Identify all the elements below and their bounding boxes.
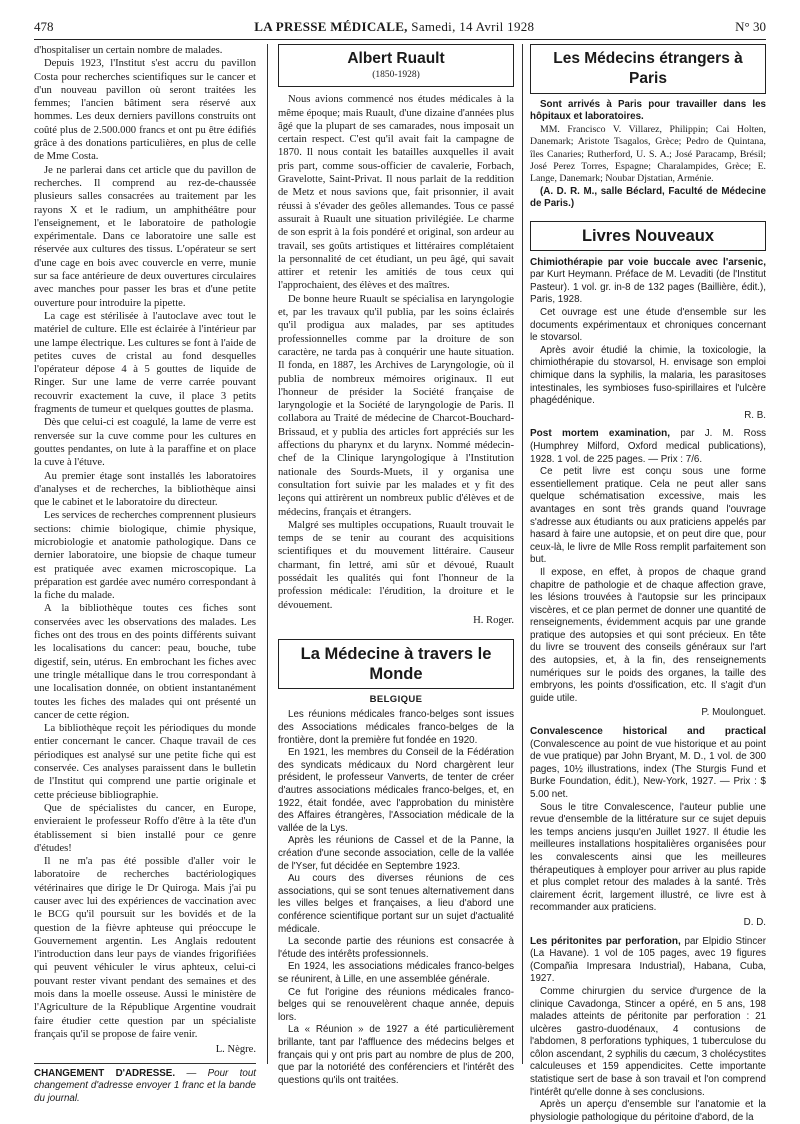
paragraph: Nous avions commencé nos études médicales à la même époque; mais Ruault, d'une dizaine d'années plus âgé que la plupart de ses camarades, nous imposait un certain respect. C'est qu'il avait fait la campagne de 1870. Il nous contait les batailles auxquelles il avait pris part, comme sous-officier de cavalerie, Forbach, Gravelotte, Saint-Privat. Il nous parlait de la reddition de Metz et nous savions que, fait prisonnier, il avait réussi à s'évader des geôles allemandes. Tous ce passé assurait à Ruault une situation privilégiée. Le charme de son esprit à la fois pondéré et original, son ardeur au travail, ses goûts artistiques et littéraires complétaient la personnalité de cet étudiant, un peu âgé, qui savait attirer et retenir les amitiés de tous ceux qui l'approchaient, des élèves et des maîtres. <box>278 94 514 292</box>
paragraph: Les services de recherches comprennent plusieurs sections: chimie biologique, chimie physique, microbiologie et anatomie pathologique. Dans ce dernier laboratoire, une biopsie de chaque tumeur est pratiquée avec examen microscopique. La préparation est gardée avec numéro correspondant à la fiche du malade. <box>34 510 256 602</box>
paragraph: Ce petit livre est conçu sous une forme essentiellement pratique. Cela ne peut aller sans quelque schématisation excessive, mais les avantages en sont très grands quand l'ouvrage s'adresse aux étudiants ou aux praticiens appelés par hasard à faire une autopsie, et on peut dire que, pour ceux-là, le livre de Mlle Ross remplit parfaitement son but. <box>530 466 766 566</box>
paragraph: Sous le titre Convalescence, l'auteur publie une revue d'ensemble de la littérature sur ce sujet depuis les temps anciens jusqu'en Juillet 1927. Il étudie les meilleures installations hospitalières organisées pour les convalescents ainsi que les meilleures thérapeutiques à employer pour arriver au plus rapide et plus complet retour des malades à la santé. Très clairement écrit, largement illustré, ce livre est à recommander aux praticiens. <box>530 801 766 914</box>
book-review <box>530 428 766 720</box>
reviewer-signature: P. Moulonguet. <box>701 707 766 719</box>
paragraph: La cage est stérilisée à l'autoclave avec tout le matériel de culture. Elle est éclairée à l'intérieur par une lampe électrique. Les cultures se font à l'aide de petites cuves de cristal au fond desquelles l'opérateur dépose 4 à 5 gouttes de liquide de Ringer. Sur une lame de verre carrée pouvant recouvrir exactement la cuve, il place 3 petits fragments de tumeur et quelques gouttes de plasma. <box>34 310 256 416</box>
running-title <box>254 19 534 35</box>
running-header <box>34 18 766 40</box>
paragraph: Sont arrivés à Paris pour travailler dans les hôpitaux et laboratoires. <box>530 99 766 123</box>
paragraph: De bonne heure Ruault se spécialisa en laryngologie et, par les travaux qu'il publia, par les soins éclairés qu'il prodigua aux malades, par ses aptitudes professionnelles comme par la droiture de son caractère, ne tarda pas à conquérir une haute situation. Il fonda, en 1887, les Archives de Laryngologie, où il publia de nombreux mémoires originaux. Il eut l'honneur de présider la Société française de laryngologie et la Société de laryngologie de Paris. Il collabora au Traité de médecine de Charcot-Bouchard-Brissaud, et y publia des articles fort appréciés sur les affections du pharynx et du larynx. Nommé médecin-chef de la Clinique laryngologique à l'Institution nationale des Sourds-Muets, il y organisa une consultation fort suivie par les malades et y fit des leçons qui attirèrent un nombreux public d'élèves et de médecins, français et étrangers. <box>278 293 514 518</box>
obituary-header-box <box>278 44 514 87</box>
divider <box>34 1063 256 1064</box>
book-meta: par J. M. Ross (Humphrey Milford, Oxford medical publications), 1928. 1 vol. de 225 pages. — Prix : 7/6. <box>530 428 767 465</box>
reviewer-signature: R. B. <box>744 409 766 421</box>
book-meta: (Convalescence au point de vue historique et au point de vue pratique) par John Bryant, M. D., 1 vol. de 300 pages, 10½ illustrations, index (The Sturgis Fund et Burke Foundation, édit.), New-York, 1927. — Prix : $ 5.00 net. <box>530 738 766 800</box>
issue-date: Samedi, 14 Avril 1928 <box>411 19 535 34</box>
book-entry <box>530 726 766 802</box>
paragraph: Il expose, en effet, à propos de chaque grand chapitre de pathologie et de chaque affection grave, les lésions trouvées à l'autopsie sur les principaux viscères, et ce plan permet de donner une quantité de renseignements, évidemment acquis par une grande pratique des autopsies et qui sont précieux. En tête du livre se trouvent des conseils généraux sur l'art des autopsies, et, à la fin, des renseignements numériques sur le poids des organes, la taille des embryons, les points d'ossification, etc. Il s'agit d'un guide utile. <box>530 566 766 704</box>
signature: H. Roger. <box>473 614 514 626</box>
book-title: Les péritonites par perforation, <box>530 935 681 947</box>
paragraph: Je ne parlerai dans cet article que du pavillon de recherches. Il comprend au rez-de-chaussée plusieurs salles consacrées au traitement par les rayons X et le radium, un amphithéâtre pour l'enseignement, et le laboratoire de pathologie expérimentale. Dans ce laboratoire une salle est réservée aux cultures des tissus. L'opérateur se sert d'une cage en bois avec couvercle en verre, munie sur sa face antérieure de deux ouvertures circulaires avec manches pour passer les bras et d'une petite ouverture pour introduire la pipette. <box>34 164 256 309</box>
paragraph: Dès que celui-ci est coagulé, la lame de verre est renversée sur la cuve comme pour les cultures en gouttes pendantes, on lute à la paraffine et on place la cuve à l'étuve. <box>34 417 256 469</box>
paragraph: Après avoir étudié la chimie, la toxicologie, la chimiothérapie du stovarsol, H. envisage son emploi chimique dans la syphilis, la malaria, les parasitoses intestinales, les symbioses fuso-spirillaires et l'ulcère phagédénique. <box>530 344 766 407</box>
column-left <box>34 44 256 1105</box>
book-review <box>530 257 766 423</box>
obituary-title: Albert Ruault <box>347 50 445 67</box>
book-entry <box>530 257 766 307</box>
book-review <box>530 936 766 1124</box>
foreign-doctors-header-box <box>530 44 766 94</box>
column-rule-1 <box>267 44 268 1064</box>
notice-text: — Pour tout changement d'adresse envoyer 1 franc et la bande du journal. <box>34 1067 256 1104</box>
section-header-box <box>278 639 514 689</box>
book-meta: par Kurt Heymann. Préface de M. Levaditi (de l'Institut Pasteur). 1 vol. gr. in-8 de 132 pages (Baillière, édit.), Paris, 1928. <box>530 269 766 306</box>
book-title: Convalescence historical and practical <box>530 726 766 738</box>
change-of-address-notice <box>34 1068 256 1106</box>
paragraph: La bibliothèque reçoit les périodiques du monde entier concernant le cancer. Chaque travail de ces périodiques est analysé sur une petite fiche qui est conservée. Ces analyses paraissent dans le bulletin de l'Institut qui comprend une partie originale et cette précieuse bibliographie. <box>34 723 256 801</box>
paragraph: d'hospitaliser un certain nombre de malades. <box>34 45 223 56</box>
book-meta: par Elpidio Stincer (La Havane). 1 vol de 105 pages, avec 19 figures (Compañia Impresara Industrial), Habana, Cuba, 1927. <box>530 935 766 985</box>
section-title: La Médecine à travers le Monde <box>300 645 492 684</box>
book-entry <box>530 428 766 466</box>
paragraph: Il ne m'a pas été possible d'aller voir le laboratoire de recherches bactériologiques vétérinaires que dirige le Dr Quiroga. Mais j'ai pu causer avec lui des expériences de vaccination avec le BCG qu'il poursuit sur les bovidés et de la question de la fièvre aphteuse qui préoccupe le Gouvernement argentin. Les Anglais redoutent l'introduction dans leur pays de viandes frigorifiées qui peuvent véhiculer le virus aphteux, celui-ci pouvant rester vivant pendant des semaines et des mois dans la moelle osseuse. Aussi le ministère de l'Agriculture de la République Argentine voudrait faire étudier cette question par un spécialiste français qu'il se propose de faire venir. <box>34 856 256 1040</box>
issue-number: N° 30 <box>735 19 766 34</box>
doctor-names: MM. Francisco V. Villarez, Philippin; Cai Holten, Danemark; Aristote Tsagalos, Grèce; Pedro de Quintana, îles Canaries; Rutherford, U. S. A.; José Paracamp, Brésil; José Perez Torres, Espagne; Charalampides, Grèce; E. Lange, Danemark; Noubar Djstatian, Arménie. <box>530 123 766 185</box>
paragraph: Depuis 1923, l'Institut s'est accru du pavillon Costa pour recherches scientifiques sur le cancer et d'un nouveau pavillon où seront traitées les femmes; l'ancien bâtiment sera réservé aux hommes. Les deux derniers pavillons construits ont coûté plus de 2.500.000 francs et ont pu être édifiés grâce à des donations particulières, en plus de celle de Mme Costa. <box>34 58 256 163</box>
paragraph: Cet ouvrage est une étude d'ensemble sur les documents expérimentaux et chroniques concernant le stovarsol. <box>530 307 766 344</box>
signature: L. Nègre. <box>215 1044 256 1056</box>
paragraph: Que de spécialistes du cancer, en Europe, envieraient le professeur Roffo d'être à la tête d'un établissement si bien installé pour ce genre d'études! <box>34 802 256 854</box>
paragraph: Comme chirurgien du service d'urgence de la clinique Cavadonga, Stincer a opéré, en 5 ans, 198 malades atteints de péritonite par perforation : 21 ulcères gastro-duodénaux, 4 contusions de l'abdomen, 8 perforations typhiques, 1 tuberculose du côlon ascendant, 2 syphilis du cæcum, 3 cholécystites calculeuses et 159 appendicites. Cette importante statistique sert de base à son travail et l'on comprend l'intérêt qu'elle donne à ses conclusions. <box>530 985 766 1098</box>
book-entry <box>530 936 766 986</box>
books-title: Livres Nouveaux <box>581 226 715 245</box>
books-header-box <box>530 221 766 251</box>
book-title: Chimiothérapie par voie buccale avec l'arsenic, <box>530 256 766 268</box>
paragraph: En 1924, les associations médicales franco-belges se réunirent, à Lille, en une assemblée générale. <box>278 961 514 985</box>
paragraph: La seconde partie des réunions est consacrée à l'étude des intérêts professionnels. <box>278 936 514 960</box>
foreign-doctors-title: Les Médecins étrangers à Paris <box>553 50 743 87</box>
page-number: 478 <box>34 19 54 34</box>
journal-name: LA PRESSE MÉDICALE, <box>254 19 408 34</box>
notice-title: CHANGEMENT D'ADRESSE. <box>34 1067 176 1079</box>
paragraph: Après les réunions de Cassel et de la Panne, la création d'une seconde association, celle de la vallée de l'Yser, fut décidée en Septembre 1923. <box>278 835 514 872</box>
address-note: (A. D. R. M., salle Béclard, Faculté de Médecine de Paris.) <box>530 185 766 210</box>
column-middle <box>278 44 514 1087</box>
section-subtitle: BELGIQUE <box>369 694 423 706</box>
book-title: Post mortem examination, <box>530 428 671 440</box>
column-rule-2 <box>522 44 523 1064</box>
column-right <box>530 44 766 1124</box>
paragraph: En 1921, les membres du Conseil de la Fédération des syndicats médicaux du Nord chargèrent leur président, le professeur Vanverts, de tenter de créer d'autres associations médicales franco-belges, et, en 1922, était fondée, avec l'approbation du ministère des Affaires étrangères, l'Association médicale de la vallée de la Lys. <box>278 747 514 834</box>
reviewer-signature: D. D. <box>743 916 766 928</box>
obituary-dates: (1850-1928) <box>372 70 420 80</box>
paragraph: Au cours des diverses réunions de ces associations, qui se sont tenues alternativement dans les villes belges et françaises, a lieu d'abord une conférence scientifique portant sur un sujet d'actualité médicale. <box>278 873 514 935</box>
paragraph: Après un aperçu d'ensemble sur l'anatomie et la physiologie pathologique du péritoine d'abord, de la <box>530 1099 766 1123</box>
paragraph: Malgré ses multiples occupations, Ruault trouvait le temps de se tenir au courant des acquisitions scientifiques et du mouvement littéraire. Causeur charmant, fin lettré, ami sûr et dévoué, Ruault possédait les qualités qui font l'honneur de la profession médicale: l'érudition, la droiture et le dévouement. <box>278 519 514 611</box>
book-review <box>530 726 766 930</box>
paragraph: A la bibliothèque toutes ces fiches sont conservées avec les observations des malades. Les fiches ont des trous en des points différents suivant les localisations du cancer: peau, bouche, tube digestif, sein, utérus. En embrochant les fiches avec une tringle métallique dans le trou correspondant à une localisation donnée, on obtient instantanément toutes les fiches des malades qui ont présenté un cancer de cette région. <box>34 603 256 721</box>
paragraph: Au premier étage sont installés les laboratoires d'analyses et de recherches, la bibliothèque ainsi que le cabinet et le laboratoire du directeur. <box>34 470 256 509</box>
paragraph: Les réunions médicales franco-belges sont issues des Associations médicales franco-belges de la frontière, dont la première fut fondée en 1920. <box>278 709 514 746</box>
paragraph: La « Réunion » de 1927 a été particulièrement brillante, tant par l'affluence des médecins belges et français qui y ont pris part au nombre de plus de 200, que par la notoriété des conférenciers et l'intérêt des questions qu'ils ont traitées. <box>278 1024 514 1086</box>
paragraph: Ce fut l'origine des réunions médicales franco-belges qui se renouvelèrent chaque année, depuis lors. <box>278 986 514 1023</box>
